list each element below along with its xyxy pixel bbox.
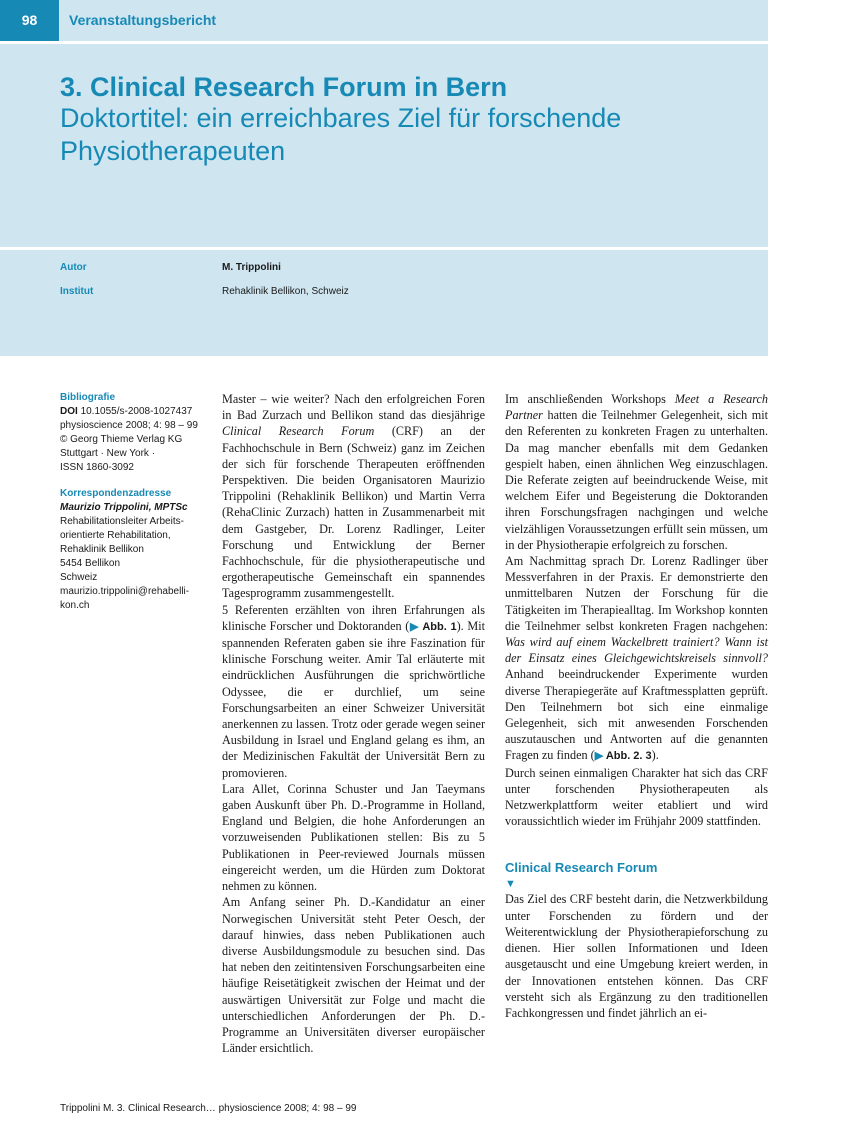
meta-panel <box>0 250 768 356</box>
section-label: Veranstaltungsbericht <box>69 12 217 28</box>
paragraph: Lara Allet, Corinna Schuster und Jan Taeymans gaben Auskunft über Ph. D.-Programme in Holland, England und Belgien, die hohe Anforderungen an vorzuweisenden Publikationen stellen: Bis zu 5 Publikationen in Peer-reviewed Journals müssen eingereicht werden, um die Hürden zum Doktorat nehmen zu können. <box>222 781 485 894</box>
biblio-heading: Bibliografie <box>60 392 116 403</box>
body-column-1 <box>222 391 485 1056</box>
correspondence-line: Rehabilitationsleiter Arbeits- <box>60 516 184 527</box>
email-link[interactable]: maurizio.trippolini@rehabelli- <box>60 586 190 597</box>
biblio-line: physioscience 2008; 4: 98 – 99 <box>60 420 198 431</box>
correspondence-line: Schweiz <box>60 572 98 583</box>
figure-reference[interactable]: ▶ Abb. 2. 3 <box>594 750 652 763</box>
paragraph: Master – wie weiter? Nach den erfolgreichen Foren in Bad Zurzach und Bellikon stand das diesjährige Clinical Research Forum (CRF) an der Fachhochschule in Bern (Schweiz) ganz im Zeichen der sich für forschende Therapeuten eröffnenden Perspektiven. Die beiden Organisatoren Maurizio Trippolini (Rehaklinik Bellikon) und Martin Verra (RehaClinic Zurzach) hatten in Zusammenarbeit mit dem Gastgeber, Dr. Lorenz Radlinger, Leiter Forschung und Entwicklung der Berner Fachhochschule, für die physiotherapeutische und ergotherapeutische Gemeinschaft ein spannendes Tagesprogramm zusammengestellt. <box>222 392 486 601</box>
correspondence-name: Maurizio Trippolini, MPTSc <box>60 502 188 513</box>
body-column-2 <box>505 391 768 1021</box>
institute-label: Institut <box>60 286 94 297</box>
biblio-line: ISSN 1860-3092 <box>60 462 134 473</box>
email-link[interactable]: kon.ch <box>60 600 90 611</box>
sidebar <box>60 391 210 613</box>
biblio-line: Stuttgart · New York · <box>60 448 156 459</box>
correspondence-line: Rehaklinik Bellikon <box>60 544 144 555</box>
institute-value: Rehaklinik Bellikon, Schweiz <box>222 286 349 297</box>
triangle-down-icon: ▼ <box>505 878 516 891</box>
biblio-line: © Georg Thieme Verlag KG <box>60 434 183 445</box>
paragraph: Das Ziel des CRF besteht darin, die Netzwerkbildung unter Forschenden zu fördern und der Weiterentwicklung der Physiotherapieforschung zu dienen. Hier sollen Informationen und Ideen ausgetauscht und eine Umgebung kreiert werden, in der Innovationen entstehen können. Das CRF versteht sich als Ergänzung zu den traditionellen Fachkongressen und findet jährlich an ei- <box>505 892 768 1020</box>
paragraph: Am Anfang seiner Ph. D.-Kandidatur an einer Norwegischen Universität steht Peter Oesch, der darauf hinwies, dass neben Publikationen auch diverse Ausbildungsmodule zu besuchen sind. Das hat neben den zeitintensiven Forschungsarbeiten eine häufige Reisetätigkeit zwischen der Heimat und der auswärtigen Universität zur Folge und macht die unterschiedlichen Anforderungen der Ph. D.-Programme an Universitäten diverser europäischer Länder ersichtlich. <box>222 895 485 1056</box>
page-number: 98 <box>0 0 59 41</box>
correspondence-line: orientierte Rehabilitation, <box>60 530 171 541</box>
paragraph: Durch seinen einmaligen Charakter hat sich das CRF unter forschenden Physiotherapeuten als Netzwerkplattform weiter etabliert und wird voraussichtlich wieder im Frühjahr 2009 stattfinden. <box>505 765 768 829</box>
arrow-icon: ▶ <box>409 620 420 633</box>
article-title: 3. Clinical Research Forum in Bern <box>60 72 508 102</box>
footer-citation: Trippolini M. 3. Clinical Research… physioscience 2008; 4: 98 – 99 <box>60 1103 357 1114</box>
author-label: Autor <box>60 262 87 273</box>
section-heading: Clinical Research Forum <box>505 860 658 876</box>
article-subtitle: Doktortitel: ein erreichbares Ziel für forschende Physiotherapeuten <box>60 103 622 166</box>
paragraph: Am Nachmittag sprach Dr. Lorenz Radlinger über Messverfahren in der Praxis. Er demonstrierte den unmittelbaren Nutzen der Forschung für die Tätigkeiten im Therapiealltag. Im Workshop konnten die Teilnehmer selbst konkreten Fragen nachgehen: Was wird auf einem Wackelbrett trainiert? Wann ist der Einsatz eines Gleichgewichtskreisels sinnvoll? Anhand beeindruckender Experimente wurden diverse Therapiegeräte auf Kraftmessplatten geprüft. Den Teilnehmern bot sich eine einmalige Gelegenheit, sich mit anwesenden Forschenden auszutauschen und Antworten auf die genannten Fragen zu finden (▶ Abb. 2. 3). <box>505 554 768 763</box>
paragraph: Im anschließenden Workshops Meet a Research Partner hatten die Teilnehmer Gelegenheit, sich mit den Referenten zu konkreten Fragen zu unterhalten. Da mag mancher ebenfalls mit dem Gedanken gespielt haben, einen ähnlichen Weg einzuschlagen. Die Referate zeigten auf beeindruckende Weise, mit welchem Eifer und Begeisterung die Doktoranden ihren Forschungsfragen nachgingen und welche vielzähligen Voraussetzungen erfüllt sein müssen, um in der Physiotherapie erfolgreich zu forschen. <box>505 392 768 552</box>
paragraph: 5 Referenten erzählten von ihren Erfahrungen als klinische Forscher und Doktoranden (▶ Abb. 1). Mit spannenden Referaten gaben sie ihre Faszination für klinische Forschung weiter. Amir Tal erläuterte mit eindrücklichen Ausführungen die sprichwörtliche Odyssee, die er durchlief, um seine Forschungsarbeiten an einer Schweizer Universität anerkennen zu lassen. Trotz oder gerade wegen seiner Ausbildung in Israel und England gelang es ihm, an der Medizinischen Fakultät der Universität Bern zu promovieren. <box>222 602 485 780</box>
correspondence-line: 5454 Bellikon <box>60 558 121 569</box>
doi-label: DOI <box>60 406 78 417</box>
correspondence-heading: Korrespondenzadresse <box>60 488 172 499</box>
author-value: M. Trippolini <box>222 262 281 273</box>
arrow-icon: ▶ <box>594 750 604 763</box>
figure-reference[interactable]: ▶ Abb. 1 <box>409 620 457 633</box>
doi-value[interactable]: 10.1055/s-2008-1027437 <box>80 406 193 417</box>
doi-line <box>60 405 210 419</box>
